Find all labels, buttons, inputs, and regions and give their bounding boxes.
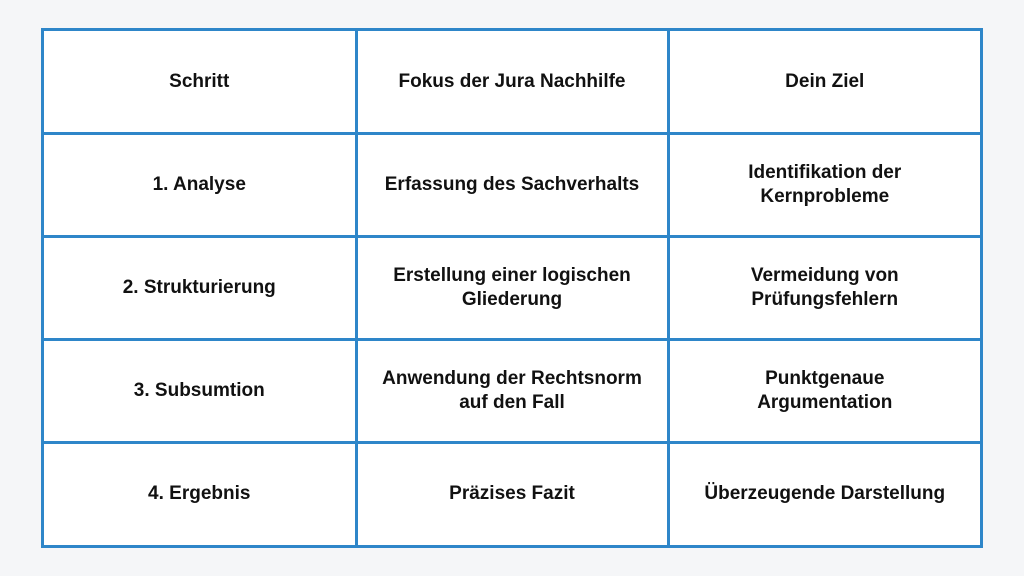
cell-text: Vermeidung von Prüfungsfehlern xyxy=(750,264,899,310)
table-row xyxy=(44,237,980,340)
cell-focus xyxy=(356,134,668,237)
cell-step xyxy=(44,442,356,545)
cell-focus xyxy=(356,442,668,545)
cell-text: Identifikation der Kernprobleme xyxy=(748,162,902,208)
header-cell-focus xyxy=(356,31,668,134)
steps-table-container xyxy=(41,28,983,548)
table-row xyxy=(44,339,980,442)
header-cell-step xyxy=(44,31,356,134)
cell-step xyxy=(44,237,356,340)
cell-goal xyxy=(668,134,980,237)
header-label: Fokus der Jura Nachhilfe xyxy=(398,70,626,92)
header-label: Dein Ziel xyxy=(785,70,865,92)
table-row xyxy=(44,442,980,545)
cell-text: 2. Strukturierung xyxy=(122,276,276,298)
table-header-row xyxy=(44,31,980,134)
header-label: Schritt xyxy=(169,70,230,92)
cell-text: Punktgenaue Argumentation xyxy=(757,367,893,413)
header-cell-goal xyxy=(668,31,980,134)
cell-text: Anwendung der Rechtsnorm auf den Fall xyxy=(382,367,642,413)
cell-focus xyxy=(356,237,668,340)
cell-goal xyxy=(668,442,980,545)
cell-text: 1. Analyse xyxy=(152,174,246,196)
cell-text: Erfassung des Sachverhalts xyxy=(384,174,640,196)
cell-step xyxy=(44,339,356,442)
cell-text: Präzises Fazit xyxy=(449,483,575,505)
table-row xyxy=(44,134,980,237)
cell-text: Überzeugende Darstellung xyxy=(704,483,946,505)
cell-goal xyxy=(668,339,980,442)
cell-focus xyxy=(356,339,668,442)
cell-text: 3. Subsumtion xyxy=(133,379,265,401)
cell-goal xyxy=(668,237,980,340)
cell-text: 4. Ergebnis xyxy=(148,483,251,505)
cell-step xyxy=(44,134,356,237)
steps-table xyxy=(44,31,980,545)
cell-text: Erstellung einer logischen Gliederung xyxy=(393,264,631,310)
